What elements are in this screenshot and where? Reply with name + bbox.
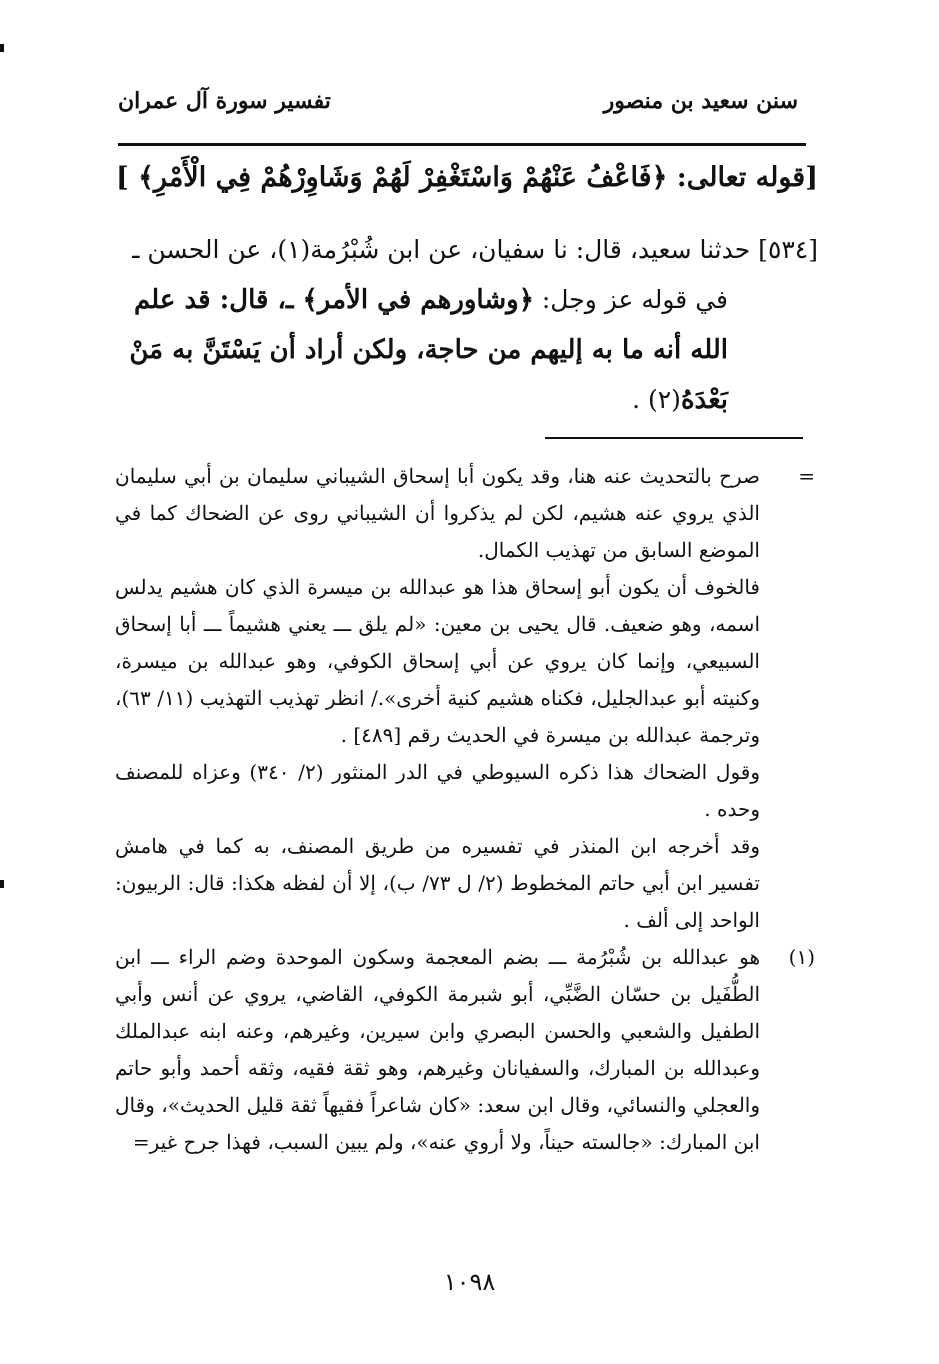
hadith-line-3 — [105, 325, 818, 375]
footnote-marker-continuation: = — [798, 464, 815, 488]
footnote-text: فالخوف أن يكون أبو إسحاق هذا هو عبدالله بن ميسرة الذي كان هشيم يدلس اسمه، وهو ضعيف. قال يحيى بن معين: «لم يلق ـــ يعني هشيماً ـــ أبا إسحاق السبيعي، وإنما كان يروي عن أبي إسحاق الكوفي، وهو عبدالله بن ميسرة، وكنيته أبو عبدالجليل، فكناه هشيم كنية أخرى»./ انظر تهذيب التهذيب (١١/ ٦٣)، وترجمة عبدالله بن ميسرة في الحديث رقم [٤٨٩] . — [115, 575, 760, 747]
scan-edge-mark-top — [0, 44, 4, 52]
hadith-text-1: حدثنا سعيد، قال: نا سفيان، عن ابن شُبْرُمة(١)، عن الحسن ـ — [132, 235, 751, 264]
footnote-continuation — [115, 458, 815, 569]
hadith-line-2 — [105, 275, 818, 325]
scan-edge-mark-middle — [0, 880, 4, 888]
hadith-text-4a: بَعْدَهُ — [680, 385, 728, 415]
hadith-text-2a: في قوله عز وجل: — [533, 285, 728, 314]
footnote-rule — [545, 437, 803, 439]
footnote-text: صرح بالتحديث عنه هنا، وقد يكون أبا إسحاق الشيباني سليمان بن أبي سليمان الذي يروي عنه هشيم، لكن لم يذكروا أن الشيباني روى عن الضحاك كما في الموضع السابق من تهذيب الكمال. — [115, 464, 760, 562]
footnote-paragraph — [115, 754, 815, 828]
hadith-534 — [105, 225, 818, 425]
footnote-marker-1: (١) — [788, 945, 815, 969]
footnote-1 — [115, 939, 815, 1161]
footnote-text: وقد أخرجه ابن المنذر في تفسيره من طريق المصنف، به كما في هامش تفسير ابن أبي حاتم المخطوط (٢/ ل ٧٣/ ب)، إلا أن لفظه هكذا: قال: الربيون: الواحد إلى ألف . — [115, 834, 760, 932]
footnote-paragraph — [115, 569, 815, 754]
verse-heading: [قوله تعالى: ﴿فَاعْفُ عَنْهُمْ وَاسْتَغْفِرْ لَهُمْ وَشَاوِرْهُمْ فِي الْأَمْرِ﴾ ] — [115, 162, 818, 193]
page-number: ١٠٩٨ — [443, 1268, 496, 1296]
hadith-text-4b: (٢) . — [632, 385, 681, 414]
hadith-text-3: الله أنه ما به إليهم من حاجة، ولكن أراد أن يَسْتَنَّ به مَنْ — [129, 335, 728, 365]
section-title: تفسير سورة آل عمران — [118, 88, 331, 114]
footnote-text: وقول الضحاك هذا ذكره السيوطي في الدر المنثور (٢/ ٣٤٠) وعزاه للمصنف وحده . — [115, 760, 760, 821]
hadith-line-4 — [105, 375, 818, 425]
hadith-number: [٥٣٤] — [758, 235, 818, 264]
book-title: سنن سعيد بن منصور — [603, 88, 798, 114]
header-rule — [118, 143, 806, 146]
running-header — [118, 88, 798, 128]
footnote-text: هو عبدالله بن شُبْرُمة ـــ بضم المعجمة وسكون الموحدة وضم الراء ـــ ابن الطُّفَيل بن حسّان الضَّبِّي، أبو شبرمة الكوفي، القاضي، يروي عن أنس وأبي الطفيل والشعبي والحسن البصري وابن سيرين، وغيرهم، وعنه ابنه عبدالملك وعبدالله بن المبارك، والسفيانان وغيرهم، وهو ثقة فقيه، وثقه أحمد وأبو حاتم والعجلي والنسائي، وقال ابن سعد: «كان شاعراً فقيهاً ثقة قليل الحديث»، وقال ابن المبارك: «جالسته حيناً، ولا أروي عنه»، ولم يبين السبب، فهذا جرح غير= — [115, 945, 760, 1154]
hadith-text-2b: ﴿وشاورهم في الأمر﴾ ـ، قال: قد علم — [133, 285, 534, 315]
footnote-paragraph — [115, 828, 815, 939]
hadith-line-1 — [105, 225, 818, 275]
footnotes — [115, 458, 815, 1161]
